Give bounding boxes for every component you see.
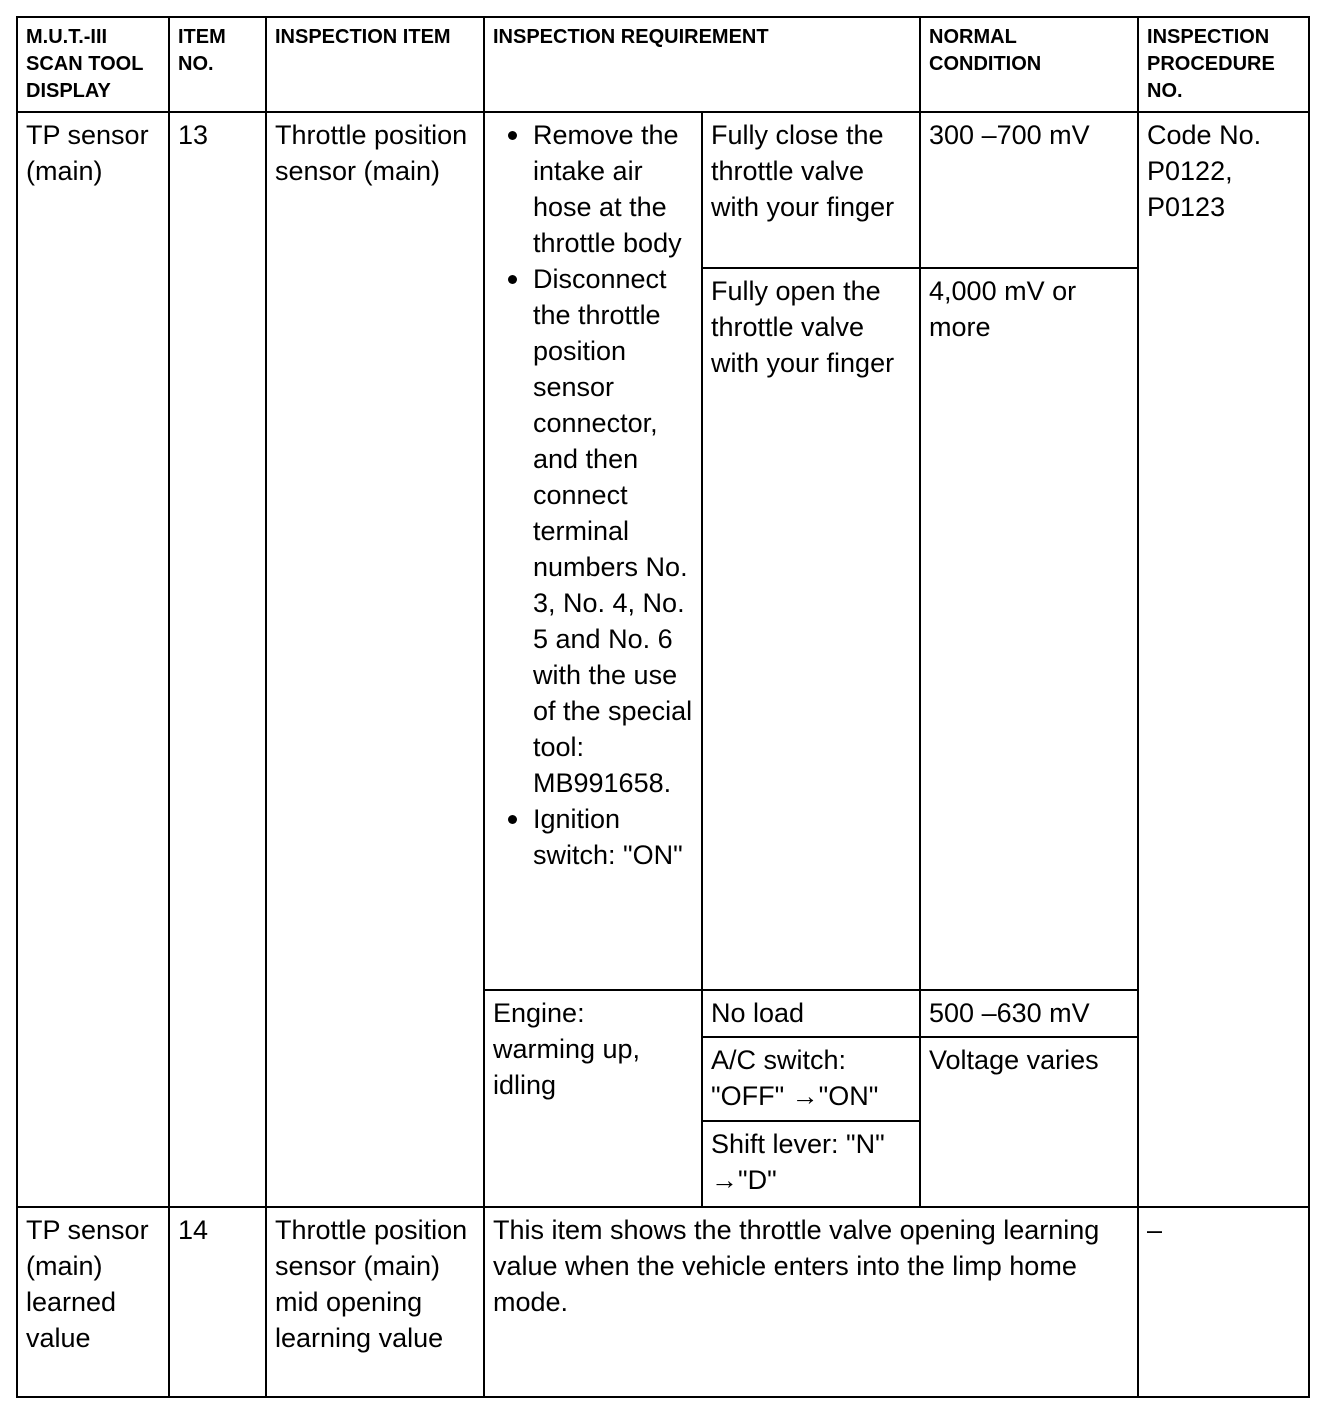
header-inspection-item: INSPECTION ITEM [266,17,484,112]
engine-condition: Engine: warming up, idling [484,990,702,1207]
condition-fully-close: Fully close the throttle valve with your finger [702,112,920,268]
display-tp-sensor-learned: TP sensor (main) learned value [17,1207,169,1397]
list-item: Disconnect the throttle position sensor connector, and then connect terminal numbers No. 3, No. 4, No. 5 and No. 6 with the use of the special tool: MB991658. [533,261,693,801]
item-no-14: 14 [169,1207,266,1397]
header-normal-condition: NORMAL CONDITION [920,17,1138,112]
header-procedure-no: INSPECTION PROCEDURE NO. [1138,17,1309,112]
inspection-table-page [16,16,1308,1398]
requirement-bullets-13 [484,112,702,990]
display-tp-sensor-main: TP sensor(main) [17,112,169,1207]
procedure-13: Code No. P0122, P0123 [1138,112,1309,1207]
table-row-item-14 [17,1207,1309,1397]
inspection-item-13: Throttle position sensor (main) [266,112,484,1207]
header-item-no: ITEM NO. [169,17,266,112]
condition-fully-open: Fully open the throttle valve with your finger [702,268,920,990]
list-item: Remove the intake air hose at the throttle body [533,117,693,261]
table-row-item-13 [17,112,1309,268]
header-scan-tool-display: M.U.T.-III SCAN TOOL DISPLAY [17,17,169,112]
procedure-14: – [1138,1207,1309,1397]
inspection-table [16,16,1310,1398]
condition-no-load: No load [702,990,920,1037]
value-voltage-varies: Voltage varies [920,1037,1138,1207]
requirement-14: This item shows the throttle valve opening learning value when the vehicle enters into the limp home mode. [484,1207,1138,1397]
list-item: Ignition switch: "ON" [533,801,693,873]
requirement-list [493,117,693,873]
condition-shift-lever: Shift lever: "N" →"D" [702,1121,920,1207]
value-fully-open: 4,000 mV or more [920,268,1138,990]
condition-ac-switch: A/C switch: "OFF" →"ON" [702,1037,920,1121]
inspection-item-14: Throttle position sensor (main) mid opening learning value [266,1207,484,1397]
value-no-load: 500 –630 mV [920,990,1138,1037]
item-no-13: 13 [169,112,266,1207]
header-row [17,17,1309,112]
header-inspection-requirement: INSPECTION REQUIREMENT [484,17,920,112]
value-fully-close: 300 –700 mV [920,112,1138,268]
